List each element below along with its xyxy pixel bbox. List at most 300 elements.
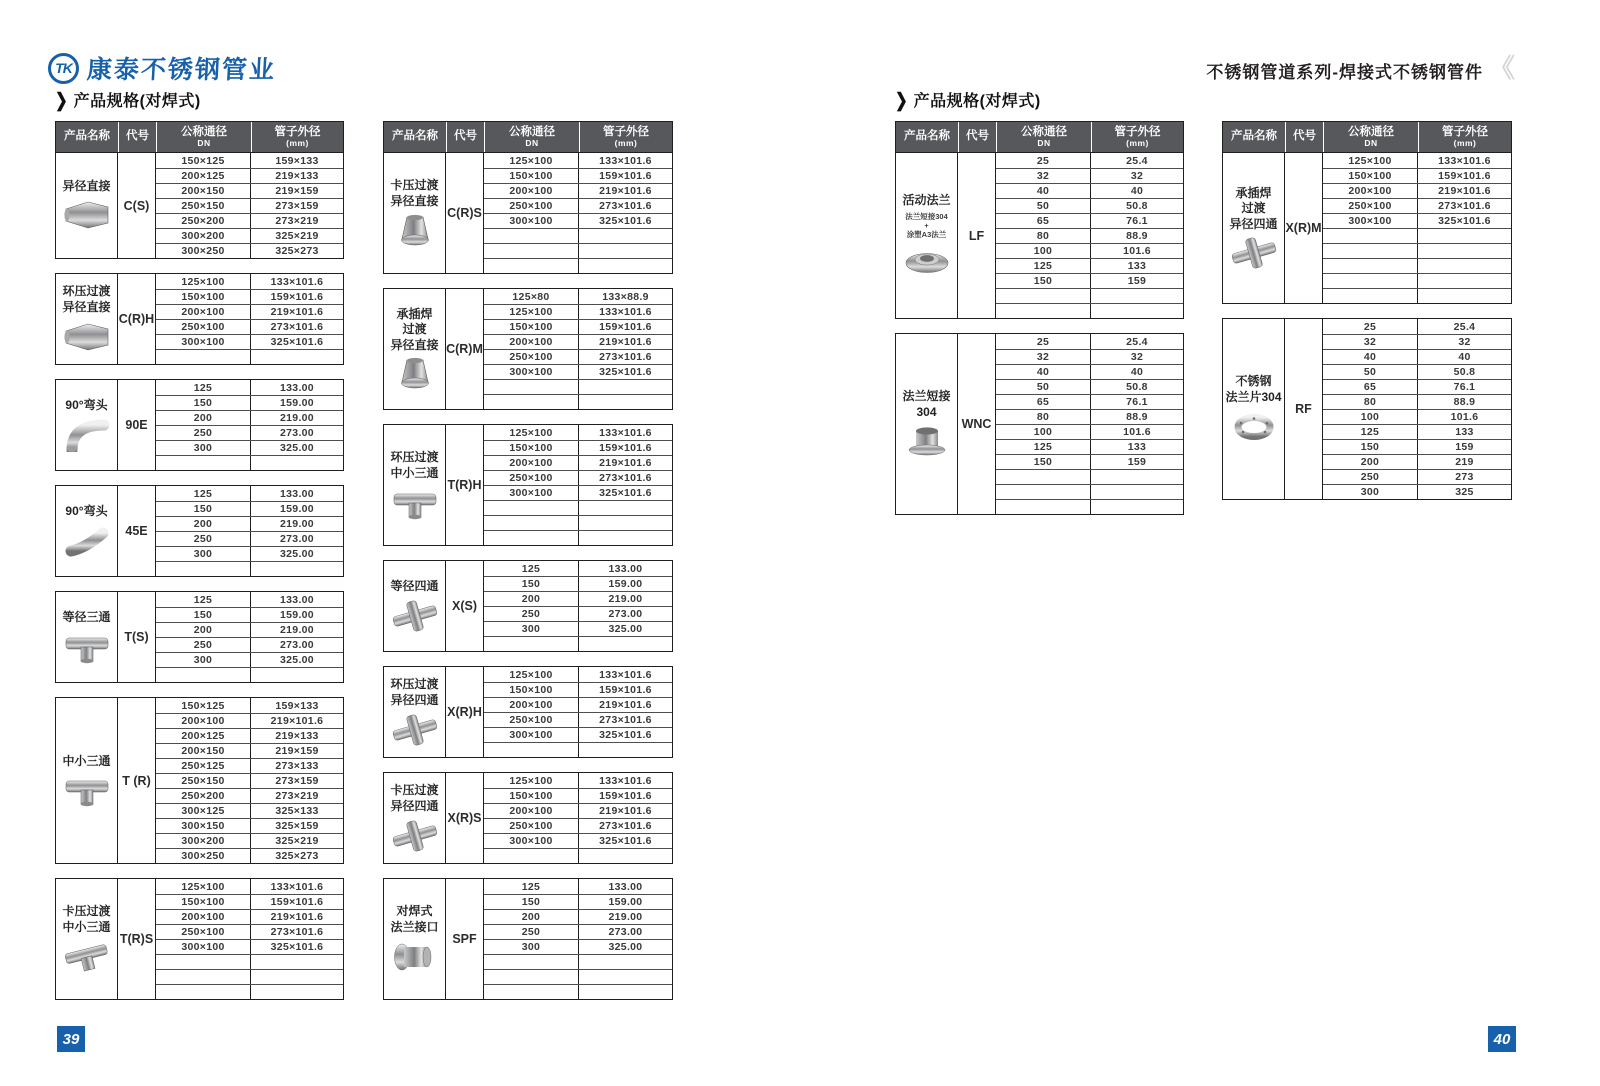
dn-cell-empty — [156, 350, 251, 364]
spec-row — [156, 879, 343, 894]
dn-cell: 150 — [996, 455, 1091, 469]
spec-row — [484, 183, 672, 198]
spec-row — [996, 454, 1183, 469]
spec-row — [156, 425, 343, 440]
dn-cell: 32 — [1323, 335, 1418, 349]
od-cell-empty — [1418, 289, 1511, 303]
dn-cell: 300×100 — [484, 834, 579, 848]
od-cell: 219.00 — [280, 412, 314, 424]
od-cell: 325×159 — [275, 820, 319, 832]
spec-row — [1323, 424, 1511, 439]
od-cell: 159.00 — [608, 578, 643, 590]
spec-row — [1323, 319, 1511, 334]
dn-cell: 150×125 — [156, 153, 251, 168]
table-body — [56, 698, 343, 863]
spec-rows — [996, 334, 1183, 514]
spec-row — [484, 485, 672, 500]
spec-row-empty — [484, 394, 672, 409]
dn-cell: 65 — [996, 214, 1091, 228]
product-table — [55, 273, 344, 365]
spec-row — [996, 273, 1183, 288]
od-cell: 133×101.6 — [1438, 154, 1491, 167]
spec-row — [156, 803, 343, 818]
spec-row — [484, 803, 672, 818]
spec-row — [484, 697, 672, 712]
dn-cell: 200×100 — [484, 456, 579, 470]
od-cell: 325×101.6 — [270, 941, 324, 953]
spec-row-empty — [484, 954, 672, 969]
spec-row — [484, 470, 672, 485]
dn-cell-empty — [484, 743, 579, 757]
od-cell: 133×101.6 — [599, 668, 652, 681]
product-name-cell — [1223, 153, 1285, 303]
product-name-cell — [56, 274, 118, 364]
od-cell: 32 — [1458, 336, 1471, 348]
dn-cell: 250×100 — [484, 471, 579, 485]
spec-row — [484, 773, 672, 788]
spec-row — [996, 334, 1183, 349]
dn-cell: 125×100 — [156, 879, 251, 894]
table-header-row — [384, 122, 672, 153]
spec-row — [156, 652, 343, 667]
od-cell: 76.1 — [1453, 381, 1476, 393]
od-cell: 325 — [1455, 486, 1474, 498]
od-cell: 159 — [1455, 441, 1474, 453]
spf-photo-icon — [392, 940, 438, 974]
logo-tk-icon: TK — [48, 53, 79, 84]
product-code-cell: T (R) — [118, 698, 156, 863]
product-name: 卡压过渡 异径直接 — [390, 178, 439, 208]
dn-cell: 125×100 — [484, 667, 579, 682]
od-cell: 273×101.6 — [270, 321, 324, 333]
spec-row — [156, 546, 343, 561]
spec-rows — [156, 879, 343, 999]
spec-row — [156, 698, 343, 713]
dn-cell-empty — [156, 668, 251, 682]
product-code-cell: X(S) — [446, 561, 484, 651]
spec-row — [996, 153, 1183, 168]
od-cell: 159×101.6 — [599, 684, 652, 696]
product-table — [55, 121, 344, 259]
od-cell-empty — [251, 970, 343, 984]
flangeplate-photo-icon — [1231, 410, 1277, 444]
dn-cell-empty — [484, 531, 579, 545]
product-subtitle: 法兰短接304 + 涂塑A3法兰 — [905, 211, 948, 240]
od-cell: 133 — [1455, 426, 1474, 438]
od-cell-empty — [579, 380, 672, 394]
od-cell: 159.00 — [280, 397, 314, 409]
od-cell: 101.6 — [1123, 245, 1151, 257]
dn-cell: 150×100 — [156, 895, 251, 909]
spec-row-empty — [156, 969, 343, 984]
od-cell: 273 — [1455, 471, 1474, 483]
col-header-product-name: 产品名称 — [384, 122, 446, 152]
table-header-row — [56, 122, 343, 153]
dn-cell: 150 — [1323, 440, 1418, 454]
spec-row — [484, 304, 672, 319]
elbow90-photo-icon — [64, 418, 110, 452]
reducer-photo-icon — [64, 320, 110, 354]
dn-cell: 200×150 — [156, 744, 251, 758]
product-code-cell: X(R)S — [446, 773, 484, 863]
od-cell-empty — [1418, 274, 1511, 288]
dn-cell: 300×200 — [156, 834, 251, 848]
table-body — [56, 153, 343, 258]
spec-row — [484, 621, 672, 636]
spec-row — [156, 304, 343, 319]
col-header-code: 代号 — [446, 122, 484, 152]
dn-cell-empty — [1323, 244, 1418, 258]
od-cell: 133×101.6 — [270, 880, 324, 893]
dn-cell: 200×100 — [156, 910, 251, 924]
dn-cell-empty — [156, 955, 251, 969]
od-cell: 159×133 — [275, 154, 319, 167]
product-code-cell: X(R)M — [1285, 153, 1323, 303]
od-cell: 219×133 — [275, 730, 319, 742]
spec-row — [996, 228, 1183, 243]
od-cell: 273.00 — [280, 427, 314, 439]
spec-row — [996, 243, 1183, 258]
product-name: 环压过渡 异径直接 — [62, 284, 111, 314]
dn-cell: 300×100 — [484, 214, 579, 228]
col-header-dn: 公称通径 DN — [156, 122, 251, 152]
spec-row — [156, 743, 343, 758]
dn-cell: 250×100 — [484, 350, 579, 364]
table-body — [384, 289, 672, 409]
od-cell: 219 — [1455, 456, 1474, 468]
table-body — [384, 561, 672, 651]
product-name: 环压过渡 异径四通 — [390, 677, 439, 707]
spec-row-empty — [1323, 228, 1511, 243]
col-header-product-name: 产品名称 — [896, 122, 958, 152]
spec-row-empty — [484, 742, 672, 757]
dn-cell: 200×100 — [484, 804, 579, 818]
product-name-cell — [384, 561, 446, 651]
spec-row — [1323, 469, 1511, 484]
spec-row — [156, 395, 343, 410]
od-cell: 325×101.6 — [599, 215, 652, 227]
od-cell: 219×101.6 — [270, 306, 324, 318]
dn-cell-empty — [996, 500, 1091, 514]
spec-row — [1323, 213, 1511, 228]
spec-row — [156, 243, 343, 258]
col-header-product-name: 产品名称 — [1223, 122, 1285, 152]
spec-row — [156, 924, 343, 939]
dn-cell: 200 — [484, 592, 579, 606]
dn-cell: 300×100 — [484, 728, 579, 742]
od-cell: 219×159 — [275, 745, 319, 757]
spec-row — [484, 606, 672, 621]
od-cell: 273×219 — [275, 215, 319, 227]
od-cell-empty — [579, 743, 672, 757]
od-cell: 325×219 — [275, 835, 319, 847]
product-name-cell — [384, 425, 446, 545]
od-cell: 325×133 — [275, 805, 319, 817]
od-cell: 325×101.6 — [599, 487, 652, 499]
tee-photo-icon — [392, 486, 438, 520]
spec-row — [484, 213, 672, 228]
od-cell-empty — [1091, 304, 1183, 318]
dn-cell: 150×100 — [484, 320, 579, 334]
col-header-code: 代号 — [958, 122, 996, 152]
spec-row-empty — [484, 500, 672, 515]
od-cell-empty — [579, 516, 672, 530]
dn-cell: 125×80 — [484, 289, 579, 304]
spec-row — [996, 183, 1183, 198]
spec-row — [1323, 153, 1511, 168]
dn-cell: 125×100 — [484, 425, 579, 440]
dn-cell: 250×150 — [156, 774, 251, 788]
spec-row — [156, 380, 343, 395]
product-table — [55, 697, 344, 864]
dn-cell: 125 — [484, 879, 579, 894]
od-cell: 88.9 — [1126, 230, 1148, 242]
dn-cell: 300×250 — [156, 849, 251, 863]
product-code-cell: C(R)H — [118, 274, 156, 364]
spec-row — [156, 637, 343, 652]
dn-cell: 300 — [156, 441, 251, 455]
od-cell: 159×101.6 — [599, 321, 652, 333]
od-cell: 273×159 — [275, 200, 319, 212]
dn-cell: 300×100 — [484, 486, 579, 500]
product-name-cell — [384, 667, 446, 757]
dn-cell: 50 — [996, 199, 1091, 213]
spec-row — [156, 818, 343, 833]
spec-row — [156, 909, 343, 924]
dn-cell-empty — [484, 380, 579, 394]
spec-row — [156, 607, 343, 622]
od-cell: 219×101.6 — [1438, 185, 1491, 197]
dn-cell-empty — [1323, 289, 1418, 303]
spec-row — [484, 682, 672, 697]
spec-row — [484, 425, 672, 440]
dn-cell: 150×125 — [156, 698, 251, 713]
product-name-cell — [1223, 319, 1285, 499]
od-cell-empty — [579, 395, 672, 409]
spec-row — [484, 198, 672, 213]
spec-row — [156, 788, 343, 803]
cross-photo-icon — [1231, 236, 1277, 270]
spec-row — [156, 531, 343, 546]
spec-rows — [484, 773, 672, 863]
spec-row — [484, 364, 672, 379]
dn-cell-empty — [484, 244, 579, 258]
spec-row-empty — [484, 969, 672, 984]
dn-cell: 80 — [996, 410, 1091, 424]
corner-chevron-icon: 《 — [1489, 53, 1516, 83]
dn-cell-empty — [484, 501, 579, 515]
spec-row-empty — [484, 848, 672, 863]
col-header-dn: 公称通径 DN — [996, 122, 1091, 152]
dn-cell-empty — [484, 259, 579, 273]
product-name: 环压过渡 中小三通 — [390, 450, 439, 480]
dn-cell: 125 — [156, 380, 251, 395]
spec-rows — [484, 289, 672, 409]
od-cell-empty — [1091, 470, 1183, 484]
product-code-cell: C(R)S — [446, 153, 484, 273]
product-table — [383, 121, 673, 274]
od-cell: 101.6 — [1123, 426, 1151, 438]
dn-cell: 125 — [1323, 425, 1418, 439]
dn-cell-empty — [996, 485, 1091, 499]
dn-cell: 200×125 — [156, 729, 251, 743]
dn-cell: 250 — [1323, 470, 1418, 484]
table-column-1 — [55, 121, 344, 1014]
tee-photo-icon — [64, 773, 110, 807]
stub-photo-icon — [904, 425, 950, 459]
table-body — [1223, 153, 1511, 303]
dn-cell: 150×100 — [484, 683, 579, 697]
od-cell-empty — [1091, 500, 1183, 514]
dn-cell: 125 — [484, 561, 579, 576]
spec-rows — [1323, 153, 1511, 303]
product-table — [383, 878, 673, 1000]
spec-rows — [484, 153, 672, 273]
dn-cell: 300×100 — [1323, 214, 1418, 228]
dn-cell: 200 — [156, 517, 251, 531]
spec-rows — [156, 274, 343, 364]
spec-row — [1323, 379, 1511, 394]
dn-cell: 150 — [484, 895, 579, 909]
product-code-cell: C(R)M — [446, 289, 484, 409]
spec-row-empty — [484, 379, 672, 394]
dn-cell: 125 — [996, 259, 1091, 273]
spec-row-empty — [996, 288, 1183, 303]
product-name-cell — [56, 698, 118, 863]
product-code-cell: C(S) — [118, 153, 156, 258]
spec-rows — [484, 667, 672, 757]
dn-cell-empty — [484, 955, 579, 969]
product-table — [55, 878, 344, 1000]
dn-cell: 250 — [156, 426, 251, 440]
od-cell: 273×101.6 — [599, 200, 652, 212]
od-cell: 325×101.6 — [599, 835, 652, 847]
spec-row — [996, 198, 1183, 213]
table-header-row — [1223, 122, 1511, 153]
od-cell: 133 — [1127, 260, 1147, 272]
od-cell: 133.00 — [608, 562, 643, 575]
dn-cell: 200 — [156, 411, 251, 425]
spec-row — [484, 455, 672, 470]
col-header-od: 管子外径 (mm) — [1091, 122, 1183, 152]
dn-cell: 250×125 — [156, 759, 251, 773]
spec-row — [156, 486, 343, 501]
od-cell: 159×101.6 — [270, 896, 324, 908]
spec-row — [996, 168, 1183, 183]
spec-row — [484, 334, 672, 349]
dn-cell-empty — [1323, 229, 1418, 243]
od-cell-empty — [579, 970, 672, 984]
product-name: 中小三通 — [62, 753, 111, 768]
od-cell-empty — [579, 259, 672, 273]
table-column-4 — [1222, 121, 1512, 514]
spec-row — [484, 168, 672, 183]
od-cell: 219×101.6 — [599, 457, 652, 469]
dn-cell: 300 — [484, 940, 579, 954]
spec-row — [1323, 364, 1511, 379]
od-cell: 133.00 — [280, 381, 314, 394]
spec-row — [484, 319, 672, 334]
od-cell: 273.00 — [280, 639, 314, 651]
col-header-code: 代号 — [118, 122, 156, 152]
spec-row — [484, 591, 672, 606]
product-code-cell: T(R)S — [118, 879, 156, 999]
spec-row-empty — [156, 349, 343, 364]
spec-row — [1323, 183, 1511, 198]
od-cell: 159×101.6 — [270, 291, 324, 303]
dn-cell-empty — [156, 970, 251, 984]
spec-row — [1323, 454, 1511, 469]
od-cell: 76.1 — [1126, 396, 1148, 408]
product-name-cell — [384, 153, 446, 273]
product-table — [383, 772, 673, 864]
col-header-od: 管子外径 (mm) — [1418, 122, 1511, 152]
spec-rows — [156, 380, 343, 470]
table-body — [1223, 319, 1511, 499]
dn-cell: 125 — [156, 486, 251, 501]
od-cell: 40 — [1130, 366, 1144, 378]
dn-cell: 250×100 — [484, 713, 579, 727]
col-header-od: 管子外径 (mm) — [251, 122, 343, 152]
dn-cell: 125×100 — [484, 153, 579, 168]
dn-cell: 250×100 — [484, 199, 579, 213]
dn-cell: 125 — [996, 440, 1091, 454]
dn-cell-empty — [996, 304, 1091, 318]
dn-cell-empty — [484, 637, 579, 651]
od-cell: 159 — [1127, 275, 1147, 287]
dn-cell: 200 — [1323, 455, 1418, 469]
spec-row-empty — [484, 258, 672, 273]
od-cell: 159×101.6 — [599, 170, 652, 182]
spec-row — [484, 788, 672, 803]
od-cell: 219×101.6 — [599, 805, 652, 817]
spec-row — [156, 833, 343, 848]
spec-row — [484, 727, 672, 742]
spec-row — [1323, 394, 1511, 409]
dn-cell: 65 — [996, 395, 1091, 409]
product-table — [895, 333, 1184, 515]
col-header-dn: 公称通径 DN — [1323, 122, 1418, 152]
od-cell: 325.00 — [608, 623, 643, 635]
od-cell: 133×101.6 — [599, 774, 652, 787]
dn-cell: 250×100 — [156, 925, 251, 939]
spec-row-empty — [1323, 243, 1511, 258]
od-cell-empty — [1418, 244, 1511, 258]
reducer-photo-icon — [64, 198, 110, 232]
od-cell: 219.00 — [608, 911, 643, 923]
dn-cell: 300 — [1323, 485, 1418, 499]
od-cell: 219.00 — [608, 593, 643, 605]
od-cell: 273×133 — [275, 760, 319, 772]
spec-rows — [484, 879, 672, 999]
od-cell: 273×101.6 — [599, 351, 652, 363]
product-code-cell: LF — [958, 153, 996, 318]
spec-row — [156, 440, 343, 455]
od-cell: 325×101.6 — [1438, 215, 1491, 227]
dn-cell-empty — [996, 289, 1091, 303]
product-table — [383, 560, 673, 652]
od-cell: 159.00 — [280, 503, 314, 515]
dn-cell: 300×250 — [156, 244, 251, 258]
dn-cell: 250 — [484, 607, 579, 621]
od-cell: 325.00 — [280, 442, 314, 454]
od-cell: 159×101.6 — [599, 442, 652, 454]
dn-cell: 50 — [1323, 365, 1418, 379]
section-title-text: 产品规格(对焊式) — [913, 93, 1041, 110]
od-cell-empty — [251, 562, 343, 576]
dn-cell-empty — [484, 970, 579, 984]
product-name: 等径三通 — [62, 610, 111, 625]
